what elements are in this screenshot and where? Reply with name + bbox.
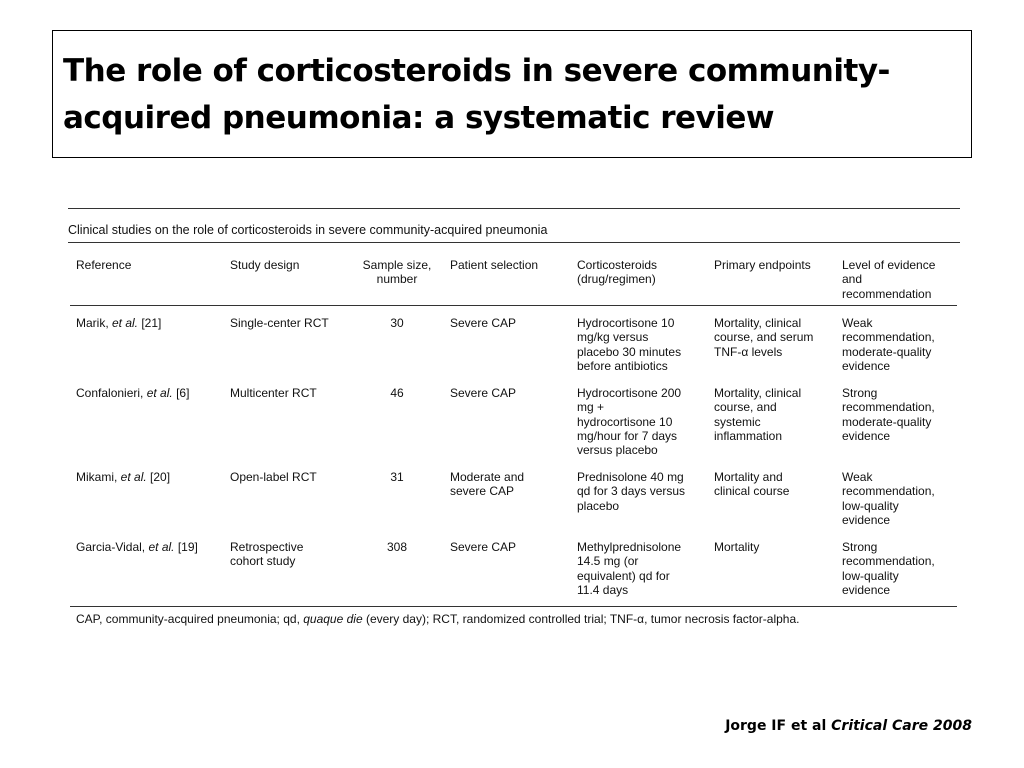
row-3-design-line: Open-label RCT xyxy=(230,470,317,484)
header-endpoints-line: Primary endpoints xyxy=(714,258,811,272)
row-1-endpoints xyxy=(714,316,813,359)
row-1-cortico xyxy=(577,316,681,373)
citation-journal: Critical Care 2008 xyxy=(831,718,972,734)
slide-title-line-2: acquired pneumonia: a systematic review xyxy=(63,100,775,136)
row-3-cortico xyxy=(577,470,685,513)
row-3-sample-line: 31 xyxy=(390,470,404,484)
row-4-evidence-line: low-quality xyxy=(842,568,899,583)
table-bottom-rule xyxy=(70,606,957,607)
row-2-endpoints-line: systemic xyxy=(714,414,761,429)
row-1-endpoints-line: Mortality, clinical xyxy=(714,316,802,330)
header-cortico-line: Corticosteroids xyxy=(577,258,658,272)
row-2-evidence-line: moderate-quality xyxy=(842,414,932,429)
row-4-cortico xyxy=(577,540,681,597)
citation xyxy=(725,718,972,734)
row-3-evidence xyxy=(842,470,935,527)
row-2-cortico-line: mg + xyxy=(577,400,605,415)
row-1-evidence-line: evidence xyxy=(842,358,891,373)
row-2-endpoints-line: inflammation xyxy=(714,428,783,443)
table-caption: Clinical studies on the role of corticosteroids in severe community-acquired pneumonia xyxy=(68,223,548,237)
row-2-sample xyxy=(354,386,440,400)
title-box xyxy=(52,30,972,158)
header-cortico xyxy=(577,258,657,287)
row-2-sample-line: 46 xyxy=(390,386,404,400)
row-2-design-line: Multicenter RCT xyxy=(230,386,317,400)
caption-rule xyxy=(68,242,960,243)
row-3-endpoints-line: clinical course xyxy=(714,484,790,499)
row-1-reference xyxy=(76,316,161,330)
row-3-cortico-line: placebo xyxy=(577,498,620,513)
row-4-endpoints-line: Mortality xyxy=(714,540,760,554)
row-2-cortico-line: versus placebo xyxy=(577,443,658,458)
slide-title-line-1: The role of corticosteroids in severe community- xyxy=(63,53,890,89)
row-3-cortico-line: Prednisolone 40 mg xyxy=(577,470,684,484)
header-sample-line: number xyxy=(376,272,418,287)
row-3-evidence-line: recommendation, xyxy=(842,484,935,499)
row-4-reference xyxy=(76,540,198,554)
row-3-evidence-line: Weak xyxy=(842,470,873,484)
row-4-design xyxy=(230,540,303,569)
row-4-evidence xyxy=(842,540,935,597)
row-4-design-line: Retrospective xyxy=(230,540,304,554)
row-2-patient-line: Severe CAP xyxy=(450,386,517,400)
row-4-patient xyxy=(450,540,516,554)
row-4-cortico-line: equivalent) qd for xyxy=(577,568,670,583)
row-3-cortico-line: qd for 3 days versus xyxy=(577,484,686,499)
row-1-sample xyxy=(354,316,440,330)
row-4-evidence-line: evidence xyxy=(842,582,891,597)
row-4-evidence-line: Strong xyxy=(842,540,878,554)
slide-title xyxy=(63,48,961,142)
row-4-evidence-line: recommendation, xyxy=(842,554,935,569)
header-endpoints xyxy=(714,258,811,272)
row-3-design xyxy=(230,470,317,484)
row-2-cortico-line: Hydrocortisone 200 xyxy=(577,386,682,400)
row-1-reference-line: Marik, et al. [21] xyxy=(76,316,162,330)
header-sample xyxy=(354,258,440,287)
row-1-evidence-line: Weak xyxy=(842,316,873,330)
row-2-design xyxy=(230,386,317,400)
header-evidence-line: recommendation xyxy=(842,286,932,301)
row-1-evidence-line: recommendation, xyxy=(842,330,935,345)
header-rule xyxy=(70,305,957,306)
row-4-endpoints xyxy=(714,540,759,554)
row-4-design-line: cohort study xyxy=(230,554,296,569)
row-4-sample xyxy=(354,540,440,554)
row-2-evidence xyxy=(842,386,935,443)
header-evidence xyxy=(842,258,935,301)
row-1-patient-line: Severe CAP xyxy=(450,316,517,330)
row-2-patient xyxy=(450,386,516,400)
row-1-endpoints-line: course, and serum xyxy=(714,330,814,345)
header-patient-line: Patient selection xyxy=(450,258,539,272)
header-evidence-line: and xyxy=(842,272,863,287)
header-reference xyxy=(76,258,131,272)
row-2-endpoints xyxy=(714,386,801,443)
table-footnote: CAP, community-acquired pneumonia; qd, quaque die (every day); RCT, randomized controlled trial; TNF-α, tumor necrosis factor-alpha. xyxy=(76,612,800,626)
row-4-cortico-line: Methylprednisolone xyxy=(577,540,682,554)
row-2-endpoints-line: Mortality, clinical xyxy=(714,386,802,400)
row-4-patient-line: Severe CAP xyxy=(450,540,517,554)
row-3-patient xyxy=(450,470,524,499)
row-2-reference-line: Confalonieri, et al. [6] xyxy=(76,386,190,400)
header-sample-line: Sample size, xyxy=(362,258,432,272)
header-cortico-line: (drug/regimen) xyxy=(577,272,656,287)
row-1-cortico-line: before antibiotics xyxy=(577,358,668,373)
row-2-evidence-line: recommendation, xyxy=(842,400,935,415)
row-1-evidence xyxy=(842,316,935,373)
row-3-reference xyxy=(76,470,170,484)
row-3-patient-line: Moderate and xyxy=(450,470,525,484)
row-1-evidence-line: moderate-quality xyxy=(842,344,932,359)
row-4-sample-line: 308 xyxy=(386,540,408,554)
row-2-evidence-line: Strong xyxy=(842,386,878,400)
row-1-sample-line: 30 xyxy=(390,316,404,330)
row-3-endpoints-line: Mortality and xyxy=(714,470,783,484)
row-2-endpoints-line: course, and xyxy=(714,400,777,415)
row-4-cortico-line: 14.5 mg (or xyxy=(577,554,639,569)
row-2-cortico xyxy=(577,386,681,457)
row-2-cortico-line: hydrocortisone 10 xyxy=(577,414,673,429)
header-patient xyxy=(450,258,538,272)
header-design xyxy=(230,258,299,272)
row-3-reference-line: Mikami, et al. [20] xyxy=(76,470,171,484)
row-2-evidence-line: evidence xyxy=(842,428,891,443)
row-4-reference-line: Garcia-Vidal, et al. [19] xyxy=(76,540,198,554)
row-4-cortico-line: 11.4 days xyxy=(577,582,629,597)
row-1-endpoints-line: TNF-α levels xyxy=(714,344,783,359)
row-2-cortico-line: mg/hour for 7 days xyxy=(577,428,678,443)
row-3-sample xyxy=(354,470,440,484)
row-1-cortico-line: Hydrocortisone 10 xyxy=(577,316,675,330)
header-design-line: Study design xyxy=(230,258,300,272)
row-3-patient-line: severe CAP xyxy=(450,484,515,499)
row-1-design-line: Single-center RCT xyxy=(230,316,329,330)
header-evidence-line: Level of evidence xyxy=(842,258,936,272)
row-1-patient xyxy=(450,316,516,330)
row-1-design xyxy=(230,316,329,330)
row-3-evidence-line: evidence xyxy=(842,512,891,527)
row-1-cortico-line: placebo 30 minutes xyxy=(577,344,682,359)
table-top-rule xyxy=(68,208,960,209)
row-1-cortico-line: mg/kg versus xyxy=(577,330,649,345)
row-2-reference xyxy=(76,386,189,400)
citation-authors: Jorge IF et al xyxy=(725,718,827,734)
header-reference-line: Reference xyxy=(76,258,132,272)
row-3-endpoints xyxy=(714,470,789,499)
row-3-evidence-line: low-quality xyxy=(842,498,899,513)
